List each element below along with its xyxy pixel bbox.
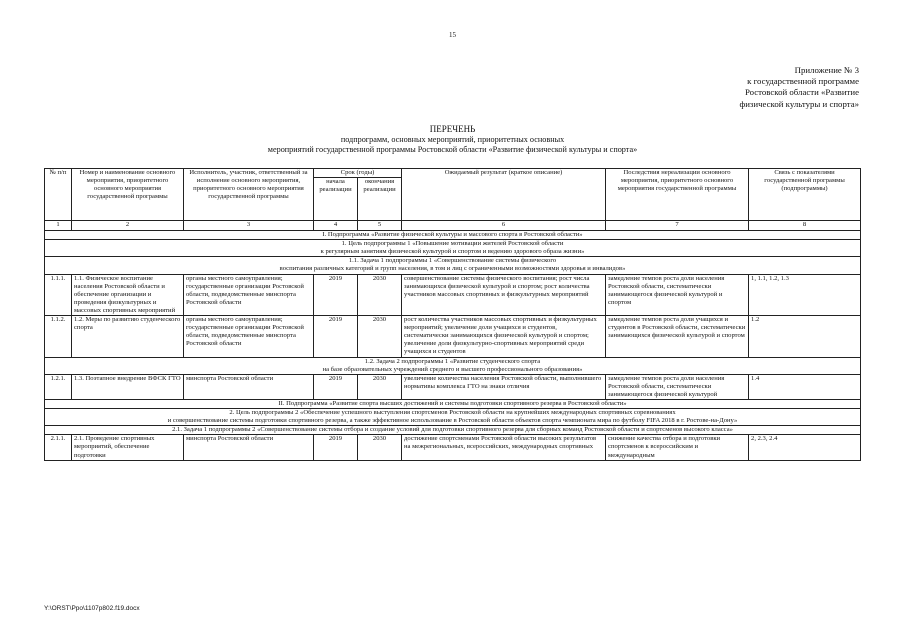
row-start: 2019 xyxy=(314,374,358,399)
header-executor: Исполнитель, участник, ответственный за исполнение основного мероприятия, приоритетного основного мероприятия государственной программы xyxy=(184,169,314,221)
header-num: № п/п xyxy=(45,169,72,221)
row-link: 1.4 xyxy=(749,374,861,399)
row-executor: минспорта Ростовской области xyxy=(184,374,314,399)
title-line: подпрограмм, основных мероприятий, приоритетных основных xyxy=(340,134,565,144)
row-num: 1.1.1. xyxy=(45,274,72,315)
column-number: 5 xyxy=(358,221,402,231)
header-result: Ожидаемый результат (краткое описание) xyxy=(402,169,606,221)
task-line: 1.2. Задача 2 подпрограммы 1 «Развитие студенческого спорта xyxy=(364,357,541,365)
column-number: 4 xyxy=(314,221,358,231)
file-path-footer: Y:\ORST\Ppo\1107p802.f19.docx xyxy=(44,605,140,612)
row-consequences: снижение качества отбора и подготовки спортсменов к всероссийским и международным xyxy=(606,435,749,460)
header-link: Связь с показателями государственной программы (подпрограммы) xyxy=(749,169,861,221)
title-line: мероприятий государственной программы Ростовской области «Развитие физической культуры и спорта» xyxy=(267,145,638,154)
appendix-line: физической культуры и спорта» xyxy=(739,98,859,109)
row-start: 2019 xyxy=(314,435,358,460)
table-row xyxy=(45,374,861,399)
row-link: 2, 2.3, 2.4 xyxy=(749,435,861,460)
row-name: 1.3. Поэтапное внедрение ВФСК ГТО xyxy=(72,374,184,399)
section-row xyxy=(45,231,861,240)
row-link: 1, 1.1, 1.2, 1.3 xyxy=(749,274,861,315)
row-start: 2019 xyxy=(314,316,358,357)
subprogram-2-heading: II. Подпрограмма «Развитие спорта высших достижений и системы подготовки спортивного резерва в Ростовской области» xyxy=(45,399,861,408)
appendix-line: Приложение № 3 xyxy=(794,65,859,75)
row-end: 2030 xyxy=(358,374,402,399)
task-line: на базе образовательных учреждений среднего и высшего профессионального образования» xyxy=(322,365,583,373)
row-consequences: замедление темпов роста доли учащихся и студентов в Ростовской области, систематически занимающихся физической культурой и спортом xyxy=(606,316,749,357)
goal-1-heading xyxy=(45,240,861,257)
row-name: 1.1. Физическое воспитание населения Ростовской области и обеспечение организации и проведения физкультурных и массовых спортивных мероприятий xyxy=(72,274,184,315)
row-executor: органы местного самоуправления; государственные организации Ростовской области, подведомственные минспорта Ростовской области xyxy=(184,316,314,357)
row-executor: органы местного самоуправления; государственные организации Ростовской области, подведомственные минспорта Ростовской области xyxy=(184,274,314,315)
row-result: совершенствование системы физического воспитания; рост числа занимающихся физической культурой и спортом; рост количества участников массовых спортивных и физкультурных мероприятий xyxy=(402,274,606,315)
header-end: окончания реализации xyxy=(358,178,402,221)
appendix-line: к государственной программе xyxy=(747,76,859,87)
row-end: 2030 xyxy=(358,316,402,357)
row-end: 2030 xyxy=(358,274,402,315)
column-number: 7 xyxy=(606,221,749,231)
task-2-1-heading: 2.1. Задача 1 подпрограммы 2 «Совершенствование системы отбора и создание условий для подготовки спортивного резерва для сборных команд Ростовской области и спортсменов высокого класса» xyxy=(45,426,861,435)
goal-line: 2. Цель подпрограммы 2 «Обеспечение успешного выступления спортсменов Ростовской области на крупнейших международных спортивных соревнованиях xyxy=(229,409,676,417)
goal-line: к регулярным занятиям физической культурой и спортом и ведению здорового образа жизни» xyxy=(320,248,585,256)
column-number: 1 xyxy=(45,221,72,231)
table-row xyxy=(45,274,861,315)
header-row xyxy=(45,169,861,178)
column-number: 8 xyxy=(749,221,861,231)
title-main: ПЕРЕЧЕНЬ xyxy=(429,124,476,134)
goal-line: и совершенствование системы подготовки спортивного резерва, а также эффективное использование в Ростовской области объектов спорта чемпионата мира по футболу FIFA 2018 в г. Ростове-на-Дону» xyxy=(167,417,738,425)
table-row xyxy=(45,435,861,460)
row-result: увеличение количества населения Ростовской области, выполнившего нормативы комплекса ГТО на знаки отличия xyxy=(402,374,606,399)
row-consequences: замедление темпов роста доли населения Ростовской области, систематически занимающегося физической культурой и спортом xyxy=(606,274,749,315)
task-1-2-heading xyxy=(45,357,861,374)
row-consequences: замедление темпов роста доли населения Ростовской области, систематически занимающегося физической культурой xyxy=(606,374,749,399)
task-1-1-heading xyxy=(45,257,861,274)
row-num: 1.1.2. xyxy=(45,316,72,357)
row-num: 2.1.1. xyxy=(45,435,72,460)
section-row xyxy=(45,426,861,435)
header-start: начала реализации xyxy=(314,178,358,221)
task-line: 1.1. Задача 1 подпрограммы 1 «Совершенствование системы физического xyxy=(348,257,557,265)
section-row xyxy=(45,399,861,408)
appendix-line: Ростовской области «Развитие xyxy=(744,87,859,98)
section-row xyxy=(45,240,861,257)
row-end: 2030 xyxy=(358,435,402,460)
column-number: 6 xyxy=(402,221,606,231)
section-row xyxy=(45,409,861,426)
row-result: достижение спортсменами Ростовской области высоких результатов на межрегиональных, всероссийских, международных спортивных xyxy=(402,435,606,460)
table-row xyxy=(45,316,861,357)
row-result: рост количества участников массовых спортивных и физкультурных мероприятий; увеличение доли учащихся и студентов, систематически занимающихся физической культурой и спортом; увеличение доли физкультурно-спортивных мероприятий среди учащихся и студентов xyxy=(402,316,606,357)
document-title xyxy=(0,124,905,156)
row-name: 2.1. Проведение спортивных мероприятий, обеспечение подготовки xyxy=(72,435,184,460)
goal-line: 1. Цель подпрограммы 1 «Повышение мотивации жителей Ростовской области xyxy=(341,240,564,248)
header-consequences: Последствия нереализации основного мероприятия, приоритетного основного мероприятия государственной программы xyxy=(606,169,749,221)
column-numbers-row xyxy=(45,221,861,231)
program-table xyxy=(44,168,861,461)
row-num: 1.2.1. xyxy=(45,374,72,399)
header-name: Номер и наименование основного мероприятия, приоритетного основного мероприятия государственной программы xyxy=(72,169,184,221)
section-row xyxy=(45,357,861,374)
goal-2-heading xyxy=(45,409,861,426)
header-term: Срок (годы) xyxy=(314,169,402,178)
row-name: 1.2. Меры по развитию студенческого спорта xyxy=(72,316,184,357)
appendix-header xyxy=(740,65,860,110)
page-number: 15 xyxy=(449,31,456,39)
row-start: 2019 xyxy=(314,274,358,315)
section-row xyxy=(45,257,861,274)
row-link: 1.2 xyxy=(749,316,861,357)
row-executor: минспорта Ростовской области xyxy=(184,435,314,460)
column-number: 2 xyxy=(72,221,184,231)
subprogram-1-heading: I. Подпрограмма «Развитие физической культуры и массового спорта в Ростовской области» xyxy=(45,231,861,240)
task-line: воспитания различных категорий и групп населения, в том и лиц с ограниченными возможностями здоровья и инвалидов» xyxy=(279,265,626,273)
column-number: 3 xyxy=(184,221,314,231)
